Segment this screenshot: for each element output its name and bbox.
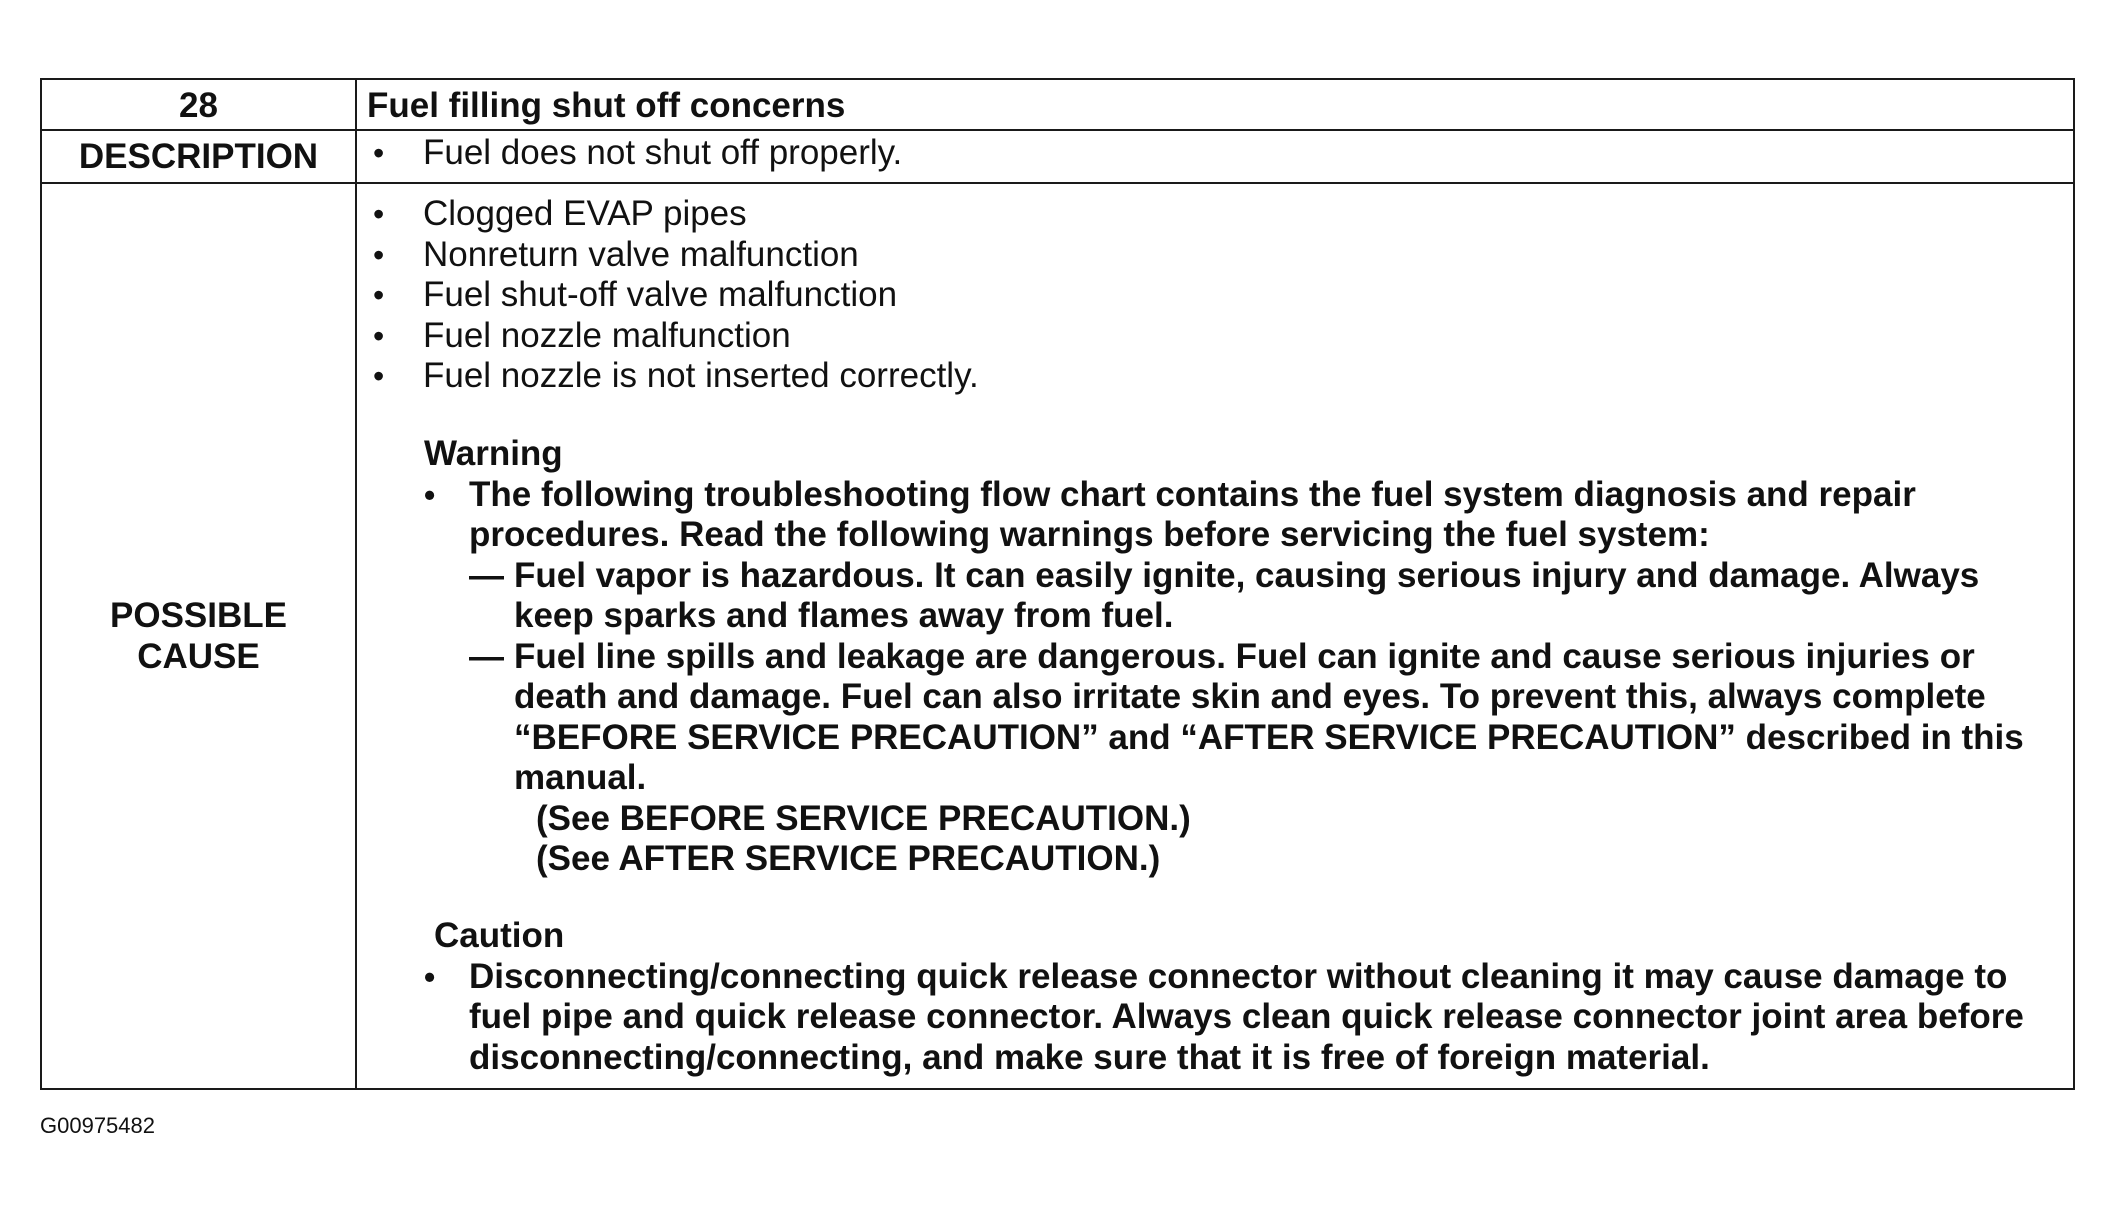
- figure-id: G00975482: [40, 1113, 155, 1138]
- caution-item: • Disconnecting/connecting quick release connector without cleaning it may cause damage to fuel pipe and quick release connector. Always clean quick release connector joint area before disconnecting/connecting, and make sure that it is free of foreign material.: [424, 957, 2053, 1079]
- possible-cause-row: [41, 183, 2074, 1089]
- cause-item: • Fuel shut-off valve malfunction: [373, 275, 2053, 316]
- item-title-cell: [356, 79, 2074, 130]
- warning-dash-item: — Fuel vapor is hazardous. It can easily ignite, causing serious injury and damage. Always keep sparks and flames away from fuel.: [469, 556, 2053, 637]
- description-label: DESCRIPTION: [78, 137, 319, 176]
- description-label-cell: [41, 130, 356, 183]
- description-item: • Fuel does not shut off properly.: [373, 133, 2073, 174]
- table-header-row: [41, 79, 2074, 130]
- possible-cause-label-line2: CAUSE: [137, 637, 260, 676]
- item-number-cell: [41, 79, 356, 130]
- warning-dash-item: [469, 637, 2053, 880]
- description-row: [41, 130, 2074, 183]
- possible-cause-label-line1: POSSIBLE: [110, 596, 287, 635]
- warning-intro: • The following troubleshooting flow chart contains the fuel system diagnosis and repair procedures. Read the following warnings before servicing the fuel system:: [469, 474, 1916, 554]
- see-after-service-reference: (See AFTER SERVICE PRECAUTION.): [536, 839, 1161, 878]
- warning-list: [357, 475, 2053, 880]
- warning-item: [424, 475, 2053, 880]
- item-number: 28: [179, 86, 218, 125]
- cause-item: • Clogged EVAP pipes: [373, 194, 2053, 235]
- caution-title: Caution: [434, 915, 565, 955]
- description-list: [357, 131, 2073, 174]
- item-title: Fuel filling shut off concerns: [367, 86, 846, 125]
- caution-list: [357, 957, 2053, 1079]
- cause-item: • Nonreturn valve malfunction: [373, 235, 2053, 276]
- warning-dash-text: — Fuel line spills and leakage are dangerous. Fuel can ignite and cause serious injuries or death and damage. Fuel can also irritate skin and eyes. To prevent this, always complete “BEFORE SERVICE PRECAUTION” and “AFTER SERVICE PRECAUTION” described in this manual.: [514, 636, 2024, 797]
- warning-title: Warning: [424, 433, 563, 473]
- cause-item: • Fuel nozzle malfunction: [373, 316, 2053, 357]
- possible-cause-label: [42, 595, 355, 677]
- possible-cause-label-cell: [41, 183, 356, 1089]
- troubleshooting-table: [40, 78, 2075, 1090]
- possible-cause-content: [357, 184, 2073, 1088]
- cause-item: • Fuel nozzle is not inserted correctly.: [373, 356, 2053, 397]
- warning-dash-list: [469, 556, 2053, 880]
- possible-cause-content-cell: [356, 183, 2074, 1089]
- cause-list: [357, 194, 2053, 397]
- description-content-cell: [356, 130, 2074, 183]
- see-before-service-reference: (See BEFORE SERVICE PRECAUTION.): [536, 798, 1191, 838]
